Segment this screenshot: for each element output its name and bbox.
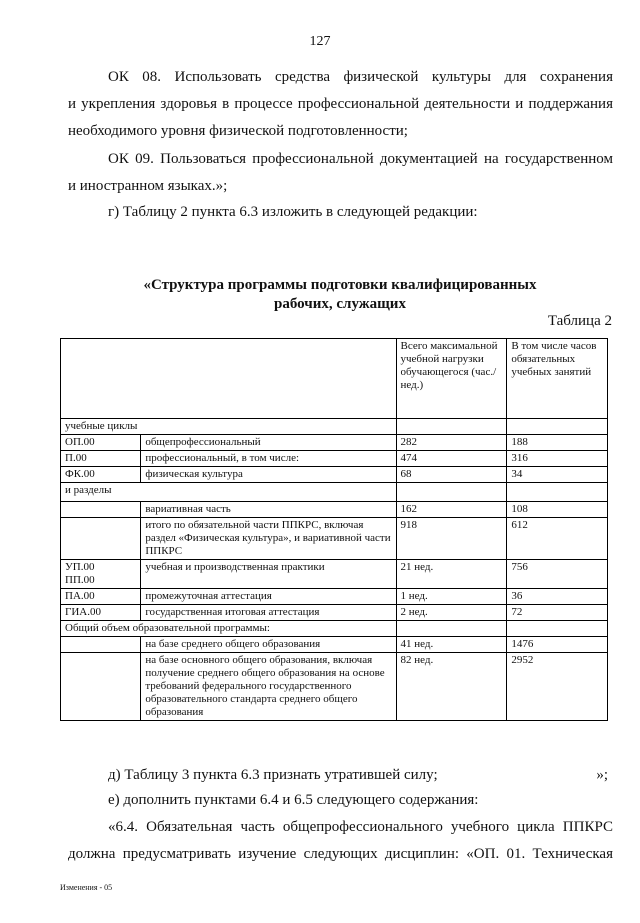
text-line: необходимого уровня физической подготовленности; (68, 123, 408, 139)
table-row (61, 502, 608, 518)
empty-cell (396, 419, 507, 435)
name-cell: государственная итоговая аттестация (141, 605, 396, 621)
footer-note: Изменения - 05 (60, 883, 113, 892)
section-cycles-cell: учебные циклы (61, 419, 397, 435)
code-cell: ОП.00 (61, 435, 141, 451)
name-cell: на базе основного общего образования, включая получение среднего общего образования на основе требований федерального государственного образовательного стандарта среднего общего образования (141, 653, 396, 721)
section-row-cycles (61, 419, 608, 435)
paragraph-6-4 (68, 814, 613, 868)
table-row (61, 605, 608, 621)
total-cell: 82 нед. (396, 653, 507, 721)
code-cell (61, 518, 141, 560)
name-cell: промежуточная аттестация (141, 589, 396, 605)
table-header-row (61, 339, 608, 419)
table-row (61, 435, 608, 451)
header-total-cell: Всего максимальной учебной нагрузки обучающегося (час./нед.) (396, 339, 507, 419)
code-cell: УП.00 ПП.00 (61, 560, 141, 589)
total-cell: 1 нед. (396, 589, 507, 605)
table-title-line-1: «Структура программы подготовки квалифицированных (143, 277, 537, 293)
total-cell: 474 (396, 451, 507, 467)
total-cell: 68 (396, 467, 507, 483)
name-cell: на базе среднего общего образования (141, 637, 396, 653)
section-total-cell: Общий объем образовательной программы: (61, 621, 397, 637)
mandatory-cell: 316 (507, 451, 608, 467)
total-cell: 41 нед. (396, 637, 507, 653)
paragraph-ok09 (68, 146, 613, 200)
page-number: 127 (309, 34, 331, 49)
table-row (61, 637, 608, 653)
text-line: и укрепления здоровья в процессе профессиональной деятельности и поддержания (68, 96, 613, 112)
mandatory-cell: 756 (507, 560, 608, 589)
text-line: и иностранном языках.»; (68, 178, 228, 194)
name-cell: учебная и производственная практики (141, 560, 396, 589)
mandatory-cell: 108 (507, 502, 608, 518)
total-cell: 21 нед. (396, 560, 507, 589)
section-row-total (61, 621, 608, 637)
name-cell: профессиональный, в том числе: (141, 451, 396, 467)
empty-cell (396, 621, 507, 637)
section-row-parts (61, 483, 608, 502)
text-line: ОК 08. Использовать средства физической культуры для сохранения (108, 69, 613, 85)
mandatory-cell: 2952 (507, 653, 608, 721)
mandatory-cell: 1476 (507, 637, 608, 653)
total-cell: 162 (396, 502, 507, 518)
mandatory-cell: 188 (507, 435, 608, 451)
table-title (100, 276, 580, 314)
name-cell: физическая культура (141, 467, 396, 483)
name-cell: итого по обязательной части ППКРС, включая раздел «Физическая культура», и вариативной части ППКРС (141, 518, 396, 560)
table-title-line-2: рабочих, служащих (274, 296, 406, 312)
header-mandatory-cell: В том числе часов обязательных учебных занятий (507, 339, 608, 419)
header-empty-cell (61, 339, 397, 419)
name-cell: общепрофессиональный (141, 435, 396, 451)
empty-cell (507, 483, 608, 502)
table-row (61, 589, 608, 605)
table-row (61, 518, 608, 560)
mandatory-cell: 36 (507, 589, 608, 605)
code-cell: ФК.00 (61, 467, 141, 483)
mandatory-cell: 612 (507, 518, 608, 560)
empty-cell (507, 621, 608, 637)
total-cell: 2 нед. (396, 605, 507, 621)
table-row (61, 451, 608, 467)
mandatory-cell: 34 (507, 467, 608, 483)
code-cell: ГИА.00 (61, 605, 141, 621)
code-cell (61, 502, 141, 518)
paragraph-d (68, 762, 613, 789)
code-cell: ПА.00 (61, 589, 141, 605)
code-cell (61, 637, 141, 653)
text-line: ОК 09. Пользоваться профессиональной документацией на государственном (108, 151, 613, 167)
paragraph-g (68, 199, 613, 226)
text-line: е) дополнить пунктами 6.4 и 6.5 следующего содержания: (108, 792, 479, 808)
text-line: «6.4. Обязательная часть общепрофессионального учебного цикла ППКРС (108, 819, 613, 835)
paragraph-ok08 (68, 64, 613, 145)
empty-cell (396, 483, 507, 502)
total-cell: 282 (396, 435, 507, 451)
table-row (61, 467, 608, 483)
code-cell: П.00 (61, 451, 141, 467)
name-cell: вариативная часть (141, 502, 396, 518)
table-row (61, 560, 608, 589)
empty-cell (507, 419, 608, 435)
text-line: д) Таблицу 3 пункта 6.3 признать утратившей силу; (108, 767, 438, 783)
code-cell (61, 653, 141, 721)
mandatory-cell: 72 (507, 605, 608, 621)
table-row (61, 653, 608, 721)
total-cell: 918 (396, 518, 507, 560)
text-line: должна предусматривать изучение следующих дисциплин: «ОП. 01. Техническая (68, 846, 613, 862)
paragraph-e (68, 787, 613, 814)
section-parts-cell: и разделы (61, 483, 397, 502)
closing-quote: »; (596, 767, 608, 783)
table-label: Таблица 2 (547, 313, 612, 329)
text-line: г) Таблицу 2 пункта 6.3 изложить в следующей редакции: (108, 204, 478, 220)
structure-table (60, 338, 608, 721)
